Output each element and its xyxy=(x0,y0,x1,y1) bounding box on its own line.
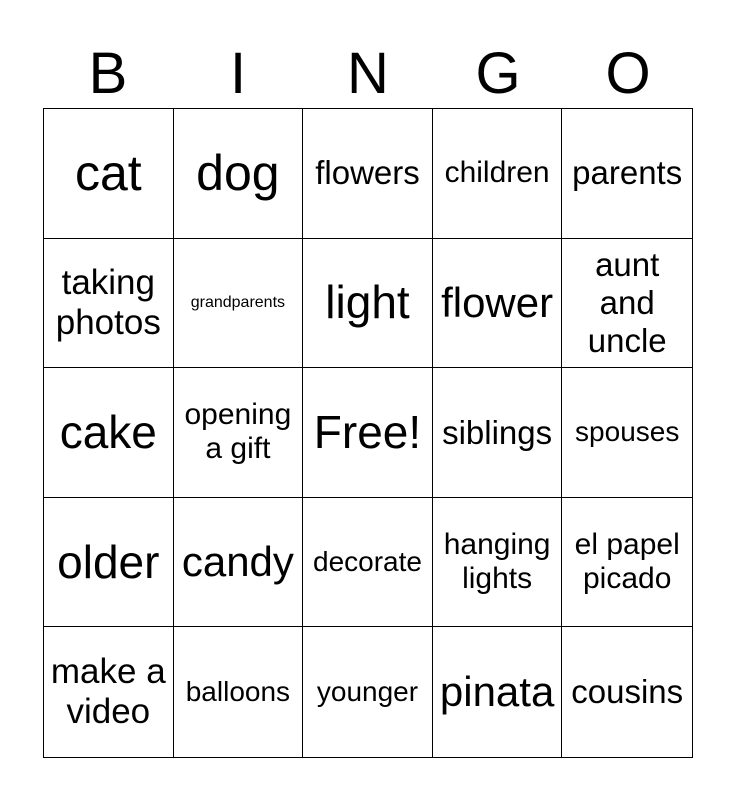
bingo-cell[interactable] xyxy=(303,498,433,628)
bingo-cell[interactable] xyxy=(44,109,174,239)
cell-text: taking photos xyxy=(55,262,161,342)
bingo-cell[interactable] xyxy=(174,498,304,628)
cell-text: opening a gift xyxy=(184,397,292,466)
bingo-cell[interactable] xyxy=(433,368,563,498)
cell-text: dog xyxy=(196,144,280,201)
bingo-cell[interactable] xyxy=(562,627,692,757)
cell-text: cousins xyxy=(571,673,684,711)
header-letter-g: G xyxy=(475,41,521,106)
cell-text: light xyxy=(325,276,410,329)
bingo-cell[interactable] xyxy=(303,239,433,369)
bingo-cell[interactable] xyxy=(303,627,433,757)
bingo-cell[interactable] xyxy=(44,498,174,628)
bingo-cell[interactable] xyxy=(562,239,692,369)
bingo-cell[interactable] xyxy=(562,109,692,239)
cell-text: older xyxy=(57,535,160,588)
cell-text: children xyxy=(444,156,550,190)
bingo-cell[interactable] xyxy=(433,109,563,239)
cell-text: aunt and uncle xyxy=(587,245,667,359)
bingo-board xyxy=(43,108,693,758)
bingo-cell[interactable] xyxy=(433,498,563,628)
cell-text: flowers xyxy=(315,154,420,192)
bingo-cell[interactable] xyxy=(44,368,174,498)
header-letter-n: N xyxy=(347,41,389,106)
cell-text: decorate xyxy=(313,546,422,577)
header-letter-i: I xyxy=(229,41,247,106)
bingo-cell[interactable] xyxy=(44,627,174,757)
bingo-cell[interactable] xyxy=(174,239,304,369)
cell-text: cat xyxy=(74,144,142,201)
bingo-cell[interactable] xyxy=(562,368,692,498)
cell-text: younger xyxy=(316,676,419,708)
cell-text: grandparents xyxy=(190,293,286,311)
bingo-cell[interactable] xyxy=(433,239,563,369)
cell-text: siblings xyxy=(442,413,553,451)
cell-text: parents xyxy=(572,154,683,192)
cell-text: el papel picado xyxy=(574,527,680,596)
bingo-cell[interactable] xyxy=(562,498,692,628)
bingo-cell[interactable] xyxy=(433,627,563,757)
cell-text: balloons xyxy=(185,676,291,708)
cell-text: make a video xyxy=(50,651,166,732)
bingo-cell[interactable] xyxy=(174,109,304,239)
cell-text: flower xyxy=(441,278,554,326)
bingo-cell[interactable] xyxy=(174,368,304,498)
header-letter-b: B xyxy=(88,41,128,106)
header-letter-o: O xyxy=(605,41,651,106)
free-space-text: Free! xyxy=(313,406,422,459)
cell-text: spouses xyxy=(575,416,680,448)
bingo-cell[interactable] xyxy=(174,627,304,757)
cell-text: hanging lights xyxy=(443,527,551,596)
bingo-header xyxy=(43,40,693,108)
bingo-cell[interactable] xyxy=(44,239,174,369)
cell-text: pinata xyxy=(439,668,555,716)
free-space-cell[interactable] xyxy=(303,368,433,498)
bingo-cell[interactable] xyxy=(303,109,433,239)
cell-text: cake xyxy=(59,406,157,459)
cell-text: candy xyxy=(181,537,294,585)
